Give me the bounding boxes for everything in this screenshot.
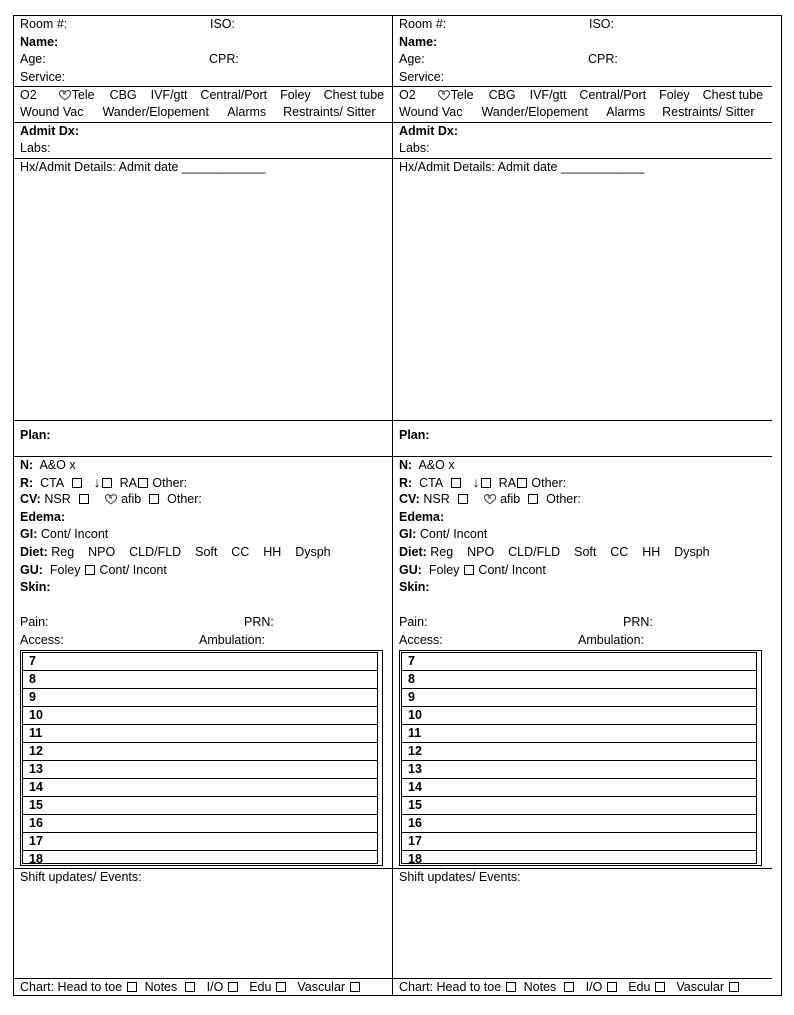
hour-row[interactable]: 15 [23, 796, 377, 814]
diet-line: Diet: Reg NPO CLD/FLD Soft CC HH Dysph [20, 545, 331, 559]
alarms-label[interactable]: Alarms [606, 105, 646, 119]
pain-field[interactable]: Pain: [20, 615, 49, 629]
shift-updates-label: Shift updates/ Events: [20, 870, 142, 884]
history-section[interactable] [393, 159, 772, 421]
vascular-checkbox[interactable] [729, 982, 739, 992]
edu-checkbox[interactable] [655, 982, 665, 992]
o2-label[interactable]: O2 [20, 88, 37, 102]
heart-icon [104, 492, 118, 506]
lines-devices-section [14, 87, 393, 123]
lines-row-1 [20, 87, 384, 104]
ivf-label[interactable]: IVF/gtt [529, 88, 567, 102]
central-port-label[interactable]: Central/Port [200, 88, 268, 102]
labs-field[interactable]: Labs: [20, 141, 51, 155]
prn-field[interactable]: PRN: [623, 615, 653, 629]
wander-label[interactable]: Wander/Elopement [481, 105, 588, 119]
lines-row-2 [20, 104, 376, 121]
edu-checkbox[interactable] [276, 982, 286, 992]
edema-field[interactable]: Edema: [20, 510, 66, 524]
edema-field[interactable]: Edema: [399, 510, 445, 524]
labs-field[interactable]: Labs: [399, 141, 430, 155]
name-field[interactable]: Name: [20, 35, 59, 49]
gu-line: GU: Foley Cont/ Incont [399, 563, 546, 577]
cbg-label[interactable]: CBG [109, 88, 137, 102]
hour-row[interactable]: 8 [23, 670, 377, 688]
resp-line: R: CTA ↓ RA Other: [20, 474, 188, 490]
lines-devices-section [393, 87, 772, 123]
cpr-field[interactable]: CPR: [588, 52, 618, 66]
lines-row-2 [399, 104, 755, 121]
down-arrow-icon: ↓ [472, 474, 480, 490]
history-label: Hx/Admit Details: Admit date ____________ [399, 160, 645, 174]
central-port-label[interactable]: Central/Port [579, 88, 647, 102]
resp-line: R: CTA ↓ RA Other: [399, 474, 567, 490]
cpr-field[interactable]: CPR: [209, 52, 239, 66]
notes-checkbox[interactable] [564, 982, 574, 992]
patient-header [14, 16, 393, 87]
vascular-checkbox[interactable] [350, 982, 360, 992]
shift-updates-section[interactable] [14, 868, 393, 979]
hour-row[interactable]: 14 [402, 778, 756, 796]
hour-row[interactable]: 17 [402, 832, 756, 850]
ra-checkbox[interactable] [517, 478, 527, 488]
hour-row[interactable]: 13 [402, 760, 756, 778]
prn-field[interactable]: PRN: [244, 615, 274, 629]
ambulation-field[interactable]: Ambulation: [578, 633, 645, 647]
nsr-checkbox[interactable] [458, 494, 468, 504]
cta-checkbox[interactable] [451, 478, 461, 488]
hour-row[interactable]: 9 [402, 688, 756, 706]
lines-row-1 [399, 87, 763, 104]
admit-dx-section [393, 123, 772, 159]
hour-row[interactable]: 18 [402, 850, 756, 868]
chest-tube-label[interactable]: Chest tube [702, 88, 764, 102]
cta-checkbox[interactable] [72, 478, 82, 488]
wander-label[interactable]: Wander/Elopement [102, 105, 209, 119]
chest-tube-label[interactable]: Chest tube [323, 88, 385, 102]
access-field[interactable]: Access: [20, 633, 64, 647]
o2-label[interactable]: O2 [399, 88, 416, 102]
neuro-line: N: A&O x [20, 458, 76, 472]
gi-line: GI: Cont/ Incont [399, 527, 488, 541]
head-to-toe-checkbox[interactable] [127, 982, 137, 992]
assessment-section [393, 457, 772, 651]
hour-row[interactable]: 14 [23, 778, 377, 796]
io-checkbox[interactable] [607, 982, 617, 992]
pain-field[interactable]: Pain: [399, 615, 428, 629]
hour-row[interactable]: 7 [23, 652, 377, 670]
ambulation-field[interactable]: Ambulation: [199, 633, 266, 647]
alarms-label[interactable]: Alarms [227, 105, 267, 119]
hourly-rows [22, 652, 378, 864]
service-field[interactable]: Service: [399, 70, 445, 84]
afib-checkbox[interactable] [149, 494, 159, 504]
foley-checkbox[interactable] [464, 565, 474, 575]
foley-checkbox[interactable] [85, 565, 95, 575]
history-label: Hx/Admit Details: Admit date ____________ [20, 160, 266, 174]
diminished-checkbox[interactable] [102, 478, 112, 488]
wound-vac-label[interactable]: Wound Vac [20, 105, 84, 119]
hour-row[interactable]: 11 [23, 724, 377, 742]
chart-checklist [393, 979, 772, 997]
age-field[interactable]: Age: [20, 52, 46, 66]
hourly-rows [401, 652, 757, 864]
cbg-label[interactable]: CBG [488, 88, 516, 102]
age-field[interactable]: Age: [399, 52, 425, 66]
hour-row[interactable]: 7 [402, 652, 756, 670]
skin-field[interactable]: Skin: [399, 580, 430, 594]
assessment-section [14, 457, 393, 651]
admit-dx-field[interactable]: Admit Dx: [20, 124, 80, 138]
cv-line: CV: NSR afib Other: [399, 492, 581, 506]
head-to-toe-checkbox[interactable] [506, 982, 516, 992]
shift-updates-label: Shift updates/ Events: [399, 870, 521, 884]
patient-column [392, 16, 772, 995]
service-field[interactable]: Service: [20, 70, 66, 84]
hour-row[interactable]: 15 [402, 796, 756, 814]
chart-line: Chart: Head to toe Notes I/O Edu Vascular [20, 979, 361, 996]
iso-field[interactable]: ISO: [210, 17, 236, 31]
admit-dx-section [14, 123, 393, 159]
hourly-grid [20, 650, 383, 866]
access-field[interactable]: Access: [399, 633, 443, 647]
ra-checkbox[interactable] [138, 478, 148, 488]
room-field[interactable]: Room #: [399, 17, 447, 31]
shift-updates-section[interactable] [393, 868, 772, 979]
history-section[interactable] [14, 159, 393, 421]
down-arrow-icon: ↓ [93, 474, 101, 490]
gi-line: GI: Cont/ Incont [20, 527, 109, 541]
heart-icon [483, 492, 497, 506]
report-sheet [13, 15, 782, 996]
neuro-line: N: A&O x [399, 458, 455, 472]
name-field[interactable]: Name: [399, 35, 438, 49]
plan-section[interactable] [14, 421, 393, 457]
restraints-label[interactable]: Restraints/ Sitter [283, 105, 376, 119]
hour-row[interactable]: 9 [23, 688, 377, 706]
notes-checkbox[interactable] [185, 982, 195, 992]
hour-row[interactable]: 17 [23, 832, 377, 850]
tele-label[interactable]: Tele [71, 88, 95, 102]
hour-row[interactable]: 11 [402, 724, 756, 742]
diminished-checkbox[interactable] [481, 478, 491, 488]
io-checkbox[interactable] [228, 982, 238, 992]
foley-label[interactable]: Foley [280, 88, 311, 102]
chart-line: Chart: Head to toe Notes I/O Edu Vascular [399, 979, 740, 996]
hour-row[interactable]: 16 [402, 814, 756, 832]
tele-label[interactable]: Tele [450, 88, 474, 102]
cv-line: CV: NSR afib Other: [20, 492, 202, 506]
plan-label: Plan: [20, 428, 51, 442]
hour-row[interactable]: 8 [402, 670, 756, 688]
hour-row[interactable]: 18 [23, 850, 377, 868]
plan-label: Plan: [399, 428, 430, 442]
plan-section[interactable] [393, 421, 772, 457]
chart-checklist [14, 979, 393, 997]
diet-line: Diet: Reg NPO CLD/FLD Soft CC HH Dysph [399, 545, 710, 559]
gu-line: GU: Foley Cont/ Incont [20, 563, 167, 577]
restraints-label[interactable]: Restraints/ Sitter [662, 105, 755, 119]
patient-column [14, 16, 393, 995]
patient-header [393, 16, 772, 87]
iso-field[interactable]: ISO: [589, 17, 615, 31]
room-field[interactable]: Room #: [20, 17, 68, 31]
skin-field[interactable]: Skin: [20, 580, 51, 594]
hourly-grid [399, 650, 762, 866]
admit-dx-field[interactable]: Admit Dx: [399, 124, 459, 138]
wound-vac-label[interactable]: Wound Vac [399, 105, 463, 119]
afib-checkbox[interactable] [528, 494, 538, 504]
heart-icon [58, 88, 72, 102]
ivf-label[interactable]: IVF/gtt [150, 88, 188, 102]
nsr-checkbox[interactable] [79, 494, 89, 504]
hour-row[interactable]: 12 [402, 742, 756, 760]
hour-row[interactable]: 10 [23, 706, 377, 724]
hour-row[interactable]: 12 [23, 742, 377, 760]
hour-row[interactable]: 13 [23, 760, 377, 778]
hour-row[interactable]: 10 [402, 706, 756, 724]
foley-label[interactable]: Foley [659, 88, 690, 102]
hour-row[interactable]: 16 [23, 814, 377, 832]
heart-icon [437, 88, 451, 102]
